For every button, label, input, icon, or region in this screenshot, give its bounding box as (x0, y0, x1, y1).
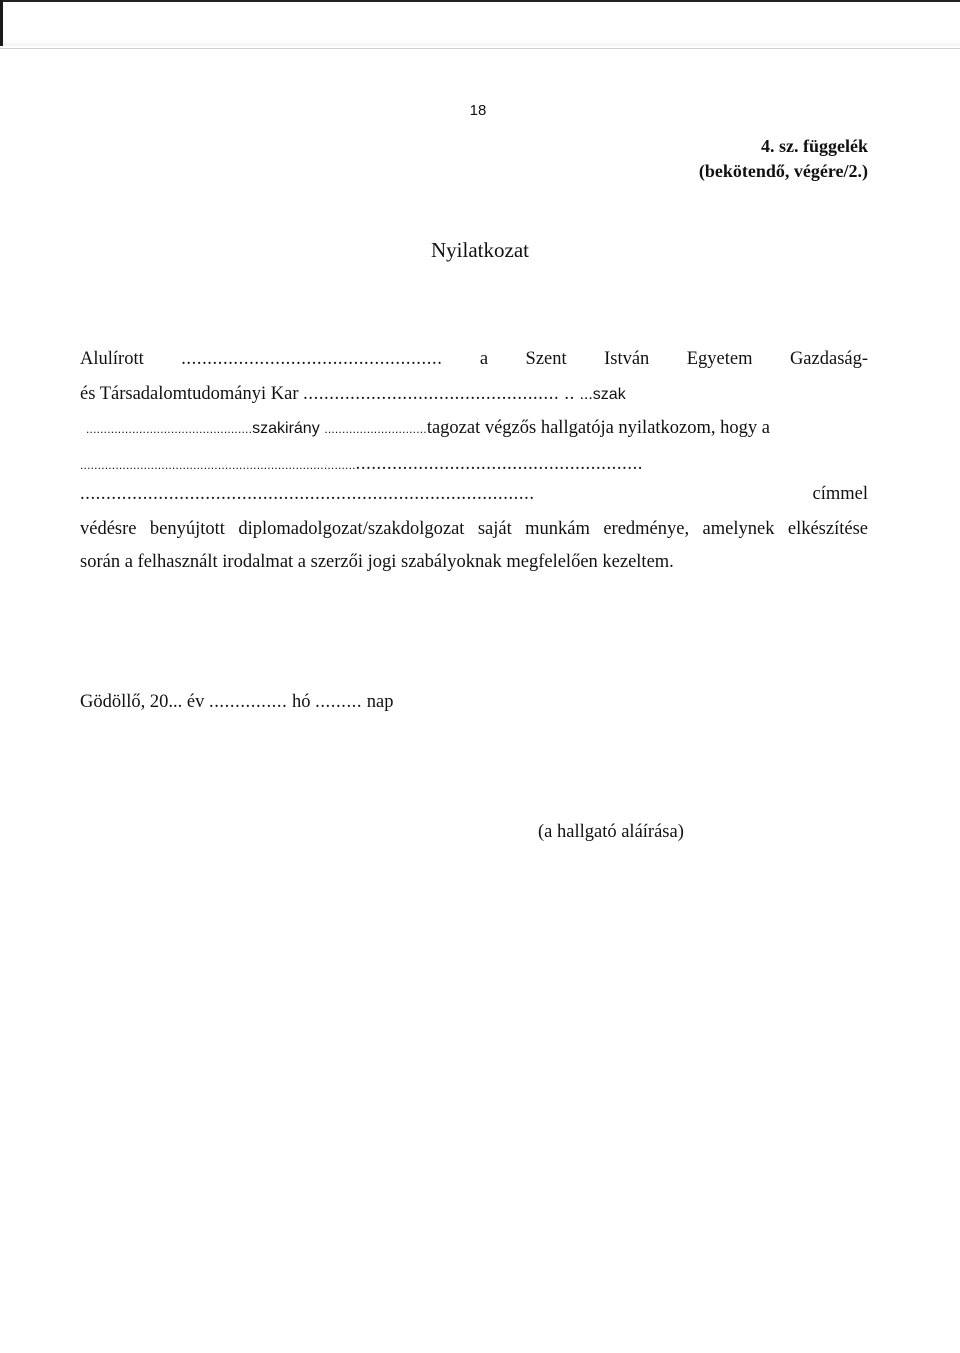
month-blank: ............... (208, 692, 288, 712)
scan-divider (0, 48, 960, 49)
document-title: Nyilatkozat (431, 238, 529, 262)
signer-label: Alulírott (80, 349, 144, 369)
body-line-4 (80, 452, 643, 477)
study-mode-blank: ............................. (324, 422, 427, 436)
major-label: ...szak (579, 386, 626, 403)
date-prefix: Gödöllő, 20... év (80, 692, 205, 712)
body-line-1 (80, 347, 868, 371)
title-blank-2: ....................................................... (355, 454, 644, 474)
name-blank: .................................................. (181, 349, 443, 369)
date-line (80, 690, 393, 714)
page-number: 18 (469, 102, 487, 119)
day-label: nap (366, 692, 394, 712)
body-line-6: védésre benyújtott diplomadolgozat/szakdolgozat saját munkám eredménye, amelynek elkészítése (80, 519, 868, 539)
appendix-line-2: (bekötendő, végére/2.) (698, 161, 868, 181)
scan-left-edge (0, 0, 3, 46)
body-line-3 (86, 416, 770, 441)
scan-top-edge (0, 0, 960, 2)
title-blank-3: ....................................................................................... (80, 484, 535, 504)
major-blank: ................................................. .. (303, 384, 575, 404)
scan-header-strip (0, 0, 960, 46)
body-line-2 (80, 382, 626, 407)
specialization-blank: ............................................... (86, 422, 253, 436)
titled-label: címmel (812, 484, 868, 504)
month-label: hó (291, 692, 311, 712)
signature-label: (a hallgató aláírása) (538, 822, 684, 842)
body-line-7: során a felhasznált irodalmat a szerzői jogi szabályoknak megfelelően kezeltem. (80, 552, 674, 572)
specialization-label: szakirány (252, 420, 320, 437)
statement-text: tagozat végzős hallgatója nyilatkozom, hogy a (426, 418, 770, 438)
day-blank: ......... (315, 692, 363, 712)
title-blank-1: .............................................................................. (80, 458, 356, 472)
appendix-label (699, 134, 868, 184)
faculty-text: és Társadalomtudományi Kar (80, 384, 299, 404)
appendix-line-1: 4. sz. függelék (761, 136, 868, 156)
university-text: a Szent István Egyetem Gazdaság- (479, 349, 869, 369)
body-line-5 (80, 482, 868, 506)
